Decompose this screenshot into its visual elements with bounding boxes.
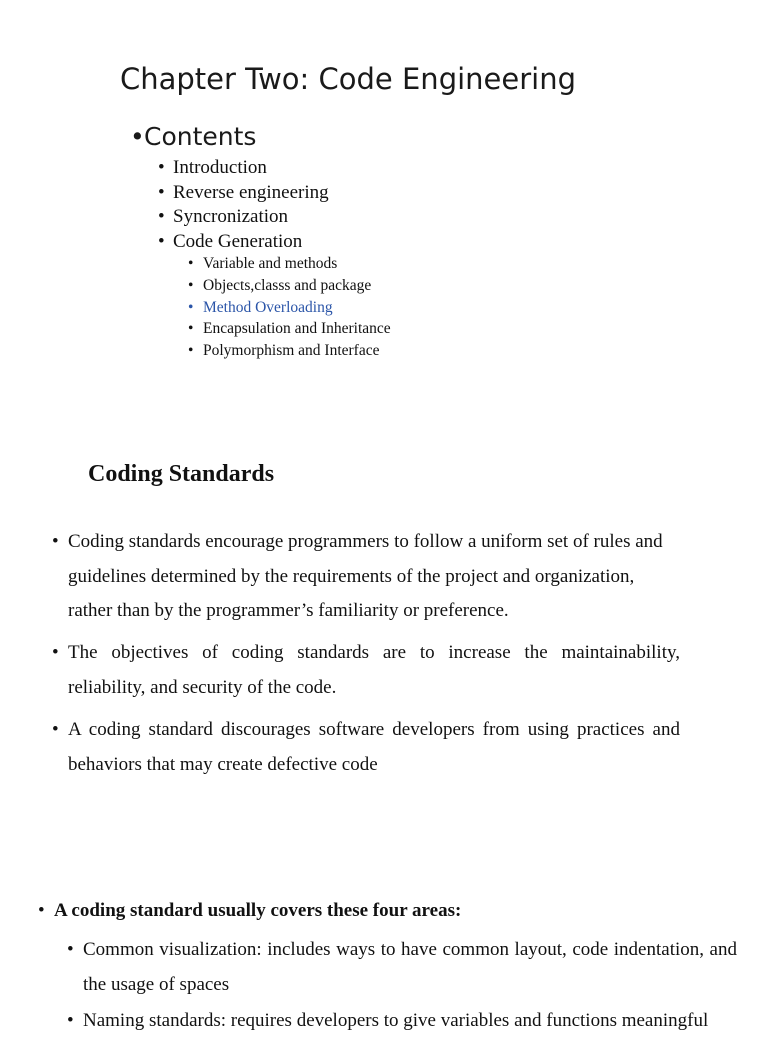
topic-label: Introduction <box>173 157 267 178</box>
bullet-icon: • <box>38 900 45 921</box>
paragraph-line: Coding standards encourage programmers to follow a uniform set of rules and <box>68 531 663 552</box>
bullet-icon: • <box>188 320 194 337</box>
topic-label: Reverse engineering <box>173 182 329 203</box>
chapter-title: Chapter Two: Code Engineering <box>120 62 576 96</box>
bullet-icon: • <box>67 1010 74 1031</box>
topic-item <box>158 231 302 253</box>
topic-label: Syncronization <box>173 206 289 227</box>
section-title: Coding Standards <box>88 461 275 487</box>
bullet-icon: • <box>52 531 59 552</box>
bullet-icon: • <box>158 182 165 203</box>
topic-item <box>158 182 329 204</box>
subtopic-label: Method Overloading <box>203 299 333 316</box>
bullet-icon: • <box>158 157 165 178</box>
paragraph-line: rather than by the programmer’s familiarity or preference. <box>68 600 509 621</box>
bullet-icon: • <box>158 231 165 252</box>
paragraph-1 <box>68 525 680 629</box>
paragraph-line: guidelines determined by the requirements of the project and organization, <box>68 565 635 587</box>
subtopic-label: Polymorphism and Interface <box>203 342 380 359</box>
subtopic-label: Objects,classs and package <box>203 277 372 294</box>
bullet-icon: • <box>188 299 194 316</box>
bullet-icon: • <box>67 939 74 960</box>
bullet-icon: • <box>52 719 59 740</box>
area-item-naming: Naming standards: requires developers to give variables and functions meaningful <box>83 1010 709 1031</box>
bullet-icon: • <box>52 642 59 663</box>
bullet-icon: • <box>188 277 194 294</box>
subtopic-item-highlighted <box>188 299 333 317</box>
area-item-visualization: Common visualization: includes ways to have common layout, code indentation, and the usage of spaces <box>83 939 737 995</box>
topic-item <box>158 157 267 179</box>
subtopic-label: Encapsulation and Inheritance <box>203 320 391 337</box>
paragraph-3: A coding standard discourages software developers from using practices and behaviors that may create defective code <box>68 719 680 775</box>
paragraph-2: The objectives of coding standards are to increase the maintainability, reliability, and security of the code. <box>68 642 680 698</box>
contents-heading <box>130 122 256 151</box>
bullet-icon: • <box>130 122 145 151</box>
areas-heading: A coding standard usually covers these four areas: <box>54 900 462 921</box>
subtopic-item <box>188 342 379 360</box>
subtopic-item <box>188 277 371 295</box>
bullet-icon: • <box>158 206 165 227</box>
bullet-icon: • <box>188 255 194 272</box>
topic-label: Code Generation <box>173 231 303 252</box>
topic-item <box>158 206 288 228</box>
subtopic-item <box>188 320 391 338</box>
subtopic-label: Variable and methods <box>203 255 338 272</box>
bullet-icon: • <box>188 342 194 359</box>
subtopic-item <box>188 255 337 273</box>
contents-label: Contents <box>144 122 257 151</box>
